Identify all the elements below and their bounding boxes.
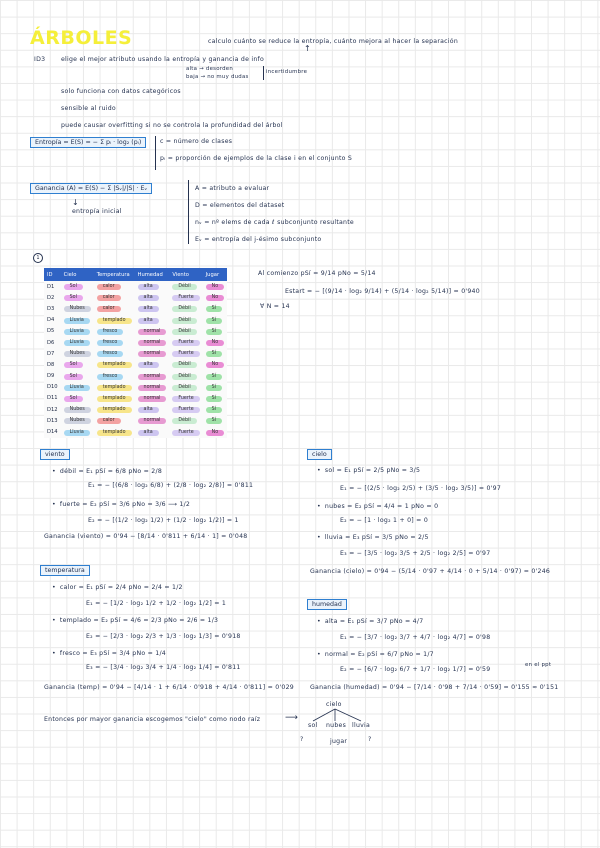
table-cell	[61, 348, 94, 359]
value-pill: alta	[138, 318, 159, 324]
value-pill: templado	[97, 430, 132, 436]
entropy-brace	[155, 136, 156, 170]
table-cell	[44, 326, 61, 337]
value-pill: Débil	[172, 374, 196, 380]
table-cell	[44, 382, 61, 393]
value-pill: alta	[138, 295, 159, 301]
value-pill: alta	[138, 407, 159, 413]
table-cell	[44, 393, 61, 404]
value-pill: Sí	[206, 396, 222, 402]
hum-line-2: E₁ = − [3/7 · log₂ 3/7 + 4/7 · log₂ 4/7] = 0'98	[340, 634, 491, 641]
value-pill: Lluvia	[64, 385, 90, 391]
value-pill: Lluvia	[64, 329, 90, 335]
value-pill: Sí	[206, 418, 222, 424]
cielo-line-5: • lluvia = E₃ pSí = 3/5 pNo = 2/5	[317, 534, 429, 541]
hum-side-note: en el ppt	[525, 662, 552, 668]
table-cell	[169, 292, 202, 303]
table-cell	[135, 359, 170, 370]
value-pill: No	[206, 295, 225, 301]
row-id: D8	[47, 361, 55, 368]
value-pill: Fuerte	[172, 295, 199, 301]
table-cell	[61, 382, 94, 393]
table-cell	[203, 371, 228, 382]
start-line-1: Al comienzo pSí = 9/14 pNo = 5/14	[258, 270, 376, 277]
id3-text: elige el mejor atributo usando la entropía y ganancia de info	[61, 56, 264, 63]
tree-mid-leaf: jugar	[330, 738, 348, 745]
table-cell	[203, 382, 228, 393]
value-pill: Sí	[206, 318, 222, 324]
value-pill: Sí	[206, 351, 222, 357]
table-cell	[169, 415, 202, 426]
value-pill: Sí	[206, 329, 222, 335]
value-pill: templado	[97, 385, 132, 391]
table-cell	[169, 326, 202, 337]
table-row	[44, 393, 227, 404]
table-cell	[135, 426, 170, 437]
table-cell	[61, 393, 94, 404]
gain-def-1: A = atributo a evaluar	[195, 185, 270, 192]
start-line-3: ∀ N = 14	[260, 303, 290, 310]
table-cell	[169, 393, 202, 404]
viento-gain: Ganancia (viento) = 0'94 − [8/14 · 0'811 + 6/14 · 1] = 0'048	[44, 533, 248, 540]
table-cell	[61, 359, 94, 370]
arrow-down-icon: ↓	[72, 198, 79, 207]
cielo-title: cielo	[307, 449, 332, 460]
table-cell	[135, 415, 170, 426]
table-cell	[61, 415, 94, 426]
dataset-table	[44, 268, 227, 438]
brace-line-1: alta → desorden	[186, 66, 234, 72]
value-pill: Fuerte	[172, 430, 199, 436]
table-cell	[94, 426, 135, 437]
table-row	[44, 281, 227, 292]
table-cell	[94, 292, 135, 303]
value-pill: alta	[138, 430, 159, 436]
row-id: D14	[47, 429, 58, 436]
value-pill: Nubes	[64, 351, 91, 357]
table-cell	[169, 426, 202, 437]
table-cell	[135, 326, 170, 337]
viento-title: viento	[40, 449, 70, 460]
hum-line-3: • normal = E₂ pSí = 6/7 pNo = 1/7	[317, 651, 434, 658]
value-pill: Débil	[172, 362, 196, 368]
value-pill: Lluvia	[64, 318, 90, 324]
arrow-up-icon: ↑	[304, 44, 311, 53]
table-cell	[44, 303, 61, 314]
table-cell	[44, 371, 61, 382]
value-pill: Sol	[64, 284, 83, 290]
viento-line-3: • fuerte = E₂ pSí = 3/6 pNo = 3/6 ⟶ 1/2	[52, 501, 190, 508]
tree-left: sol	[308, 722, 318, 729]
table-cell	[44, 426, 61, 437]
value-pill: Débil	[172, 318, 196, 324]
value-pill: Fuerte	[172, 340, 199, 346]
table-cell	[169, 281, 202, 292]
table-cell	[203, 315, 228, 326]
row-id: D7	[47, 350, 55, 357]
value-pill: calor	[97, 284, 121, 290]
hum-line-4: E₂ = − [6/7 · log₂ 6/7 + 1/7 · log₂ 1/7] = 0'59	[340, 666, 491, 673]
table-cell	[203, 281, 228, 292]
temp-gain: Ganancia (temp) = 0'94 − [4/14 · 1 + 6/14 · 0'918 + 4/14 · 0'811] = 0'029	[44, 684, 294, 691]
brace-label: incertidumbre	[266, 69, 308, 75]
top-note: calculo cuánto se reduce la entropía, cuánto mejora al hacer la separación	[208, 38, 459, 45]
value-pill: templado	[97, 396, 132, 402]
table-cell	[169, 371, 202, 382]
table-row	[44, 348, 227, 359]
temp-line-6: E₃ = − [3/4 · log₂ 3/4 + 1/4 · log₂ 1/4] = 0'811	[86, 664, 241, 671]
table-cell	[94, 281, 135, 292]
table-cell	[61, 326, 94, 337]
id3-bullet-3: puede causar overfitting si no se controla la profundidad del árbol	[61, 122, 283, 129]
table-cell	[61, 292, 94, 303]
entropy-formula: Entropía = E(S) = − Σ pᵢ · log₂ (pᵢ)	[30, 137, 146, 148]
value-pill: Sí	[206, 385, 222, 391]
value-pill: No	[206, 284, 225, 290]
table-row	[44, 292, 227, 303]
table-cell	[203, 348, 228, 359]
table-cell	[61, 315, 94, 326]
viento-line-4: E₂ = − [(1/2 · log₂ 1/2) + (1/2 · log₂ 1/2)] = 1	[88, 517, 239, 524]
gain-def-3: nᵥ = nº elems de cada ℓ subconjunto resultante	[195, 219, 354, 226]
value-pill: No	[206, 340, 225, 346]
table-cell	[61, 281, 94, 292]
value-pill: Sol	[64, 374, 83, 380]
table-cell	[169, 359, 202, 370]
brace-line-2: baja → no muy dudas	[186, 74, 249, 80]
value-pill: normal	[138, 340, 167, 346]
table-header-row	[44, 268, 227, 281]
table-cell	[169, 348, 202, 359]
col-header: Temperatura	[94, 268, 135, 281]
value-pill: Débil	[172, 418, 196, 424]
value-pill: Sí	[206, 306, 222, 312]
row-id: D4	[47, 317, 55, 324]
table-body	[44, 281, 227, 438]
row-id: D5	[47, 328, 55, 335]
value-pill: Lluvia	[64, 430, 90, 436]
brace-shape	[263, 66, 264, 80]
table-row	[44, 382, 227, 393]
table-cell	[135, 371, 170, 382]
table-cell	[203, 359, 228, 370]
gain-formula: Ganancia (A) = E(S) − Σ |Sᵥ|/|S| · Eᵥ	[30, 183, 152, 194]
table-cell	[94, 382, 135, 393]
tree-mid: nubes	[326, 722, 347, 729]
table-row	[44, 326, 227, 337]
col-header: Viento	[169, 268, 202, 281]
viento-line-2: E₁ = − [(6/8 · log₂ 6/8) + (2/8 · log₂ 2/8)] = 0'811	[88, 482, 254, 489]
value-pill: fresco	[97, 340, 124, 346]
table-row	[44, 426, 227, 437]
table-cell	[44, 337, 61, 348]
table-cell	[169, 382, 202, 393]
value-pill: fresco	[97, 351, 124, 357]
table-cell	[94, 315, 135, 326]
example-number: 1	[33, 253, 43, 263]
id3-bullet-1: solo funciona con datos categóricos	[61, 88, 181, 95]
value-pill: Nubes	[64, 407, 91, 413]
table-cell	[135, 404, 170, 415]
cielo-line-1: • sol = E₁ pSí = 2/5 pNo = 3/5	[317, 467, 420, 474]
row-id: D13	[47, 417, 58, 424]
table-cell	[169, 404, 202, 415]
table-cell	[44, 292, 61, 303]
temp-line-5: • fresco = E₃ pSí = 3/4 pNo = 1/4	[52, 650, 166, 657]
col-header: Humedad	[135, 268, 170, 281]
table-cell	[135, 281, 170, 292]
cielo-line-3: • nubes = E₂ pSí = 4/4 = 1 pNo = 0	[317, 503, 438, 510]
value-pill: alta	[138, 306, 159, 312]
value-pill: Nubes	[64, 418, 91, 424]
row-id: D1	[47, 283, 55, 290]
tree-right: lluvia	[352, 722, 371, 729]
table-cell	[44, 315, 61, 326]
table-cell	[169, 315, 202, 326]
table-cell	[203, 326, 228, 337]
table-cell	[203, 292, 228, 303]
value-pill: normal	[138, 418, 167, 424]
table-cell	[94, 303, 135, 314]
value-pill: No	[206, 430, 225, 436]
table-row	[44, 303, 227, 314]
tree-q1: ?	[300, 736, 304, 743]
table-cell	[61, 303, 94, 314]
value-pill: Sí	[206, 374, 222, 380]
value-pill: calor	[97, 295, 121, 301]
value-pill: normal	[138, 351, 167, 357]
row-id: D10	[47, 384, 58, 391]
table-cell	[61, 404, 94, 415]
table-cell	[135, 382, 170, 393]
value-pill: calor	[97, 306, 121, 312]
col-header: ID	[44, 268, 61, 281]
value-pill: Débil	[172, 284, 196, 290]
value-pill: fresco	[97, 374, 124, 380]
table-cell	[94, 359, 135, 370]
row-id: D12	[47, 406, 58, 413]
value-pill: templado	[97, 362, 132, 368]
hum-line-1: • alta = E₁ pSí = 3/7 pNo = 4/7	[317, 618, 423, 625]
cielo-line-2: E₁ = − [(2/5 · log₂ 2/5) + (3/5 · log₂ 3/5)] = 0'97	[340, 485, 502, 492]
value-pill: templado	[97, 407, 132, 413]
start-line-2: Estart = − [(9/14 · log₂ 9/14) + (5/14 · log₂ 5/14)] = 0'940	[285, 288, 480, 295]
value-pill: Sí	[206, 407, 222, 413]
table-cell	[44, 404, 61, 415]
value-pill: normal	[138, 374, 167, 380]
row-id: D11	[47, 395, 58, 402]
value-pill: Fuerte	[172, 396, 199, 402]
tree-q2: ?	[368, 736, 372, 743]
value-pill: calor	[97, 418, 121, 424]
temp-line-3: • templado = E₂ pSí = 4/6 = 2/3 pNo = 2/6 = 1/3	[52, 617, 218, 624]
gain-def-4: Eᵥ = entropía del j-ésimo subconjunto	[195, 236, 322, 243]
table-cell	[44, 348, 61, 359]
value-pill: Débil	[172, 329, 196, 335]
temp-line-4: E₂ = − [2/3 · log₂ 2/3 + 1/3 · log₂ 1/3] = 0'918	[86, 633, 241, 640]
table-cell	[169, 337, 202, 348]
arrow-right-icon: ⟶	[285, 713, 299, 723]
value-pill: Débil	[172, 385, 196, 391]
value-pill: Sol	[64, 362, 83, 368]
page-title: ÁRBOLES	[30, 27, 133, 49]
table-cell	[61, 337, 94, 348]
value-pill: normal	[138, 329, 167, 335]
id3-bullet-2: sensible al ruido	[61, 105, 116, 112]
table-cell	[203, 303, 228, 314]
table-cell	[61, 371, 94, 382]
table-cell	[135, 315, 170, 326]
value-pill: fresco	[97, 329, 124, 335]
table-row	[44, 359, 227, 370]
table-cell	[135, 337, 170, 348]
table-cell	[94, 337, 135, 348]
hum-gain: Ganancia (humedad) = 0'94 − [7/14 · 0'98 + 7/14 · 0'59] = 0'155 ≈ 0'151	[310, 684, 559, 691]
temp-line-1: • calor = E₁ pSí = 2/4 pNo = 2/4 = 1/2	[52, 584, 183, 591]
table-cell	[44, 281, 61, 292]
temp-line-2: E₁ = − [1/2 · log₂ 1/2 + 1/2 · log₂ 1/2] = 1	[86, 600, 227, 607]
table-cell	[44, 359, 61, 370]
table-cell	[94, 326, 135, 337]
table-cell	[94, 348, 135, 359]
value-pill: normal	[138, 385, 167, 391]
cielo-line-6: E₃ = − [3/5 · log₂ 3/5 + 2/5 · log₂ 2/5] = 0'97	[340, 550, 491, 557]
temperatura-title: temperatura	[40, 565, 90, 576]
tree-root: cielo	[326, 701, 342, 708]
table-cell	[94, 371, 135, 382]
entropy-p-def: pᵢ = proporción de ejemplos de la clase i en el conjunto S	[160, 155, 353, 162]
value-pill: Fuerte	[172, 351, 199, 357]
table-cell	[94, 393, 135, 404]
table-cell	[44, 415, 61, 426]
value-pill: Sol	[64, 295, 83, 301]
table-cell	[203, 415, 228, 426]
row-id: D9	[47, 373, 55, 380]
row-id: D6	[47, 339, 55, 346]
table-cell	[135, 292, 170, 303]
table-cell	[94, 404, 135, 415]
value-pill: Sol	[64, 396, 83, 402]
value-pill: Nubes	[64, 306, 91, 312]
value-pill: Fuerte	[172, 407, 199, 413]
table-cell	[135, 303, 170, 314]
value-pill: Lluvia	[64, 340, 90, 346]
table-row	[44, 371, 227, 382]
table-row	[44, 404, 227, 415]
viento-line-1: • débil = E₁ pSí = 6/8 pNo = 2/8	[52, 468, 162, 475]
gain-def-2: D = elementos del dataset	[195, 202, 285, 209]
id3-label: ID3	[34, 56, 46, 63]
value-pill: Débil	[172, 306, 196, 312]
table-cell	[203, 393, 228, 404]
value-pill: alta	[138, 284, 159, 290]
table-row	[44, 337, 227, 348]
value-pill: templado	[97, 318, 132, 324]
cielo-gain: Ganancia (cielo) = 0'94 − (5/14 · 0'97 + 4/14 · 0 + 5/14 · 0'97) = 0'246	[310, 568, 551, 575]
table-cell	[203, 426, 228, 437]
entropy-c-def: c = número de clases	[160, 138, 233, 145]
col-header: Jugar	[203, 268, 228, 281]
table-cell	[203, 404, 228, 415]
table-cell	[203, 337, 228, 348]
row-id: D2	[47, 294, 55, 301]
value-pill: No	[206, 362, 225, 368]
table-row	[44, 315, 227, 326]
gain-brace	[188, 180, 189, 244]
table-cell	[94, 415, 135, 426]
value-pill: alta	[138, 362, 159, 368]
conclusion: Entonces por mayor ganancia escogemos "cielo" como nodo raíz	[44, 716, 261, 723]
table-cell	[169, 303, 202, 314]
gain-under: entropía inicial	[72, 208, 122, 215]
table-row	[44, 415, 227, 426]
table-cell	[135, 393, 170, 404]
col-header: Cielo	[61, 268, 94, 281]
row-id: D3	[47, 305, 55, 312]
table-cell	[135, 348, 170, 359]
cielo-line-4: E₂ = − [1 · log₂ 1 + 0] = 0	[340, 517, 429, 524]
table-cell	[61, 426, 94, 437]
humedad-title: humedad	[307, 599, 347, 610]
value-pill: normal	[138, 396, 167, 402]
